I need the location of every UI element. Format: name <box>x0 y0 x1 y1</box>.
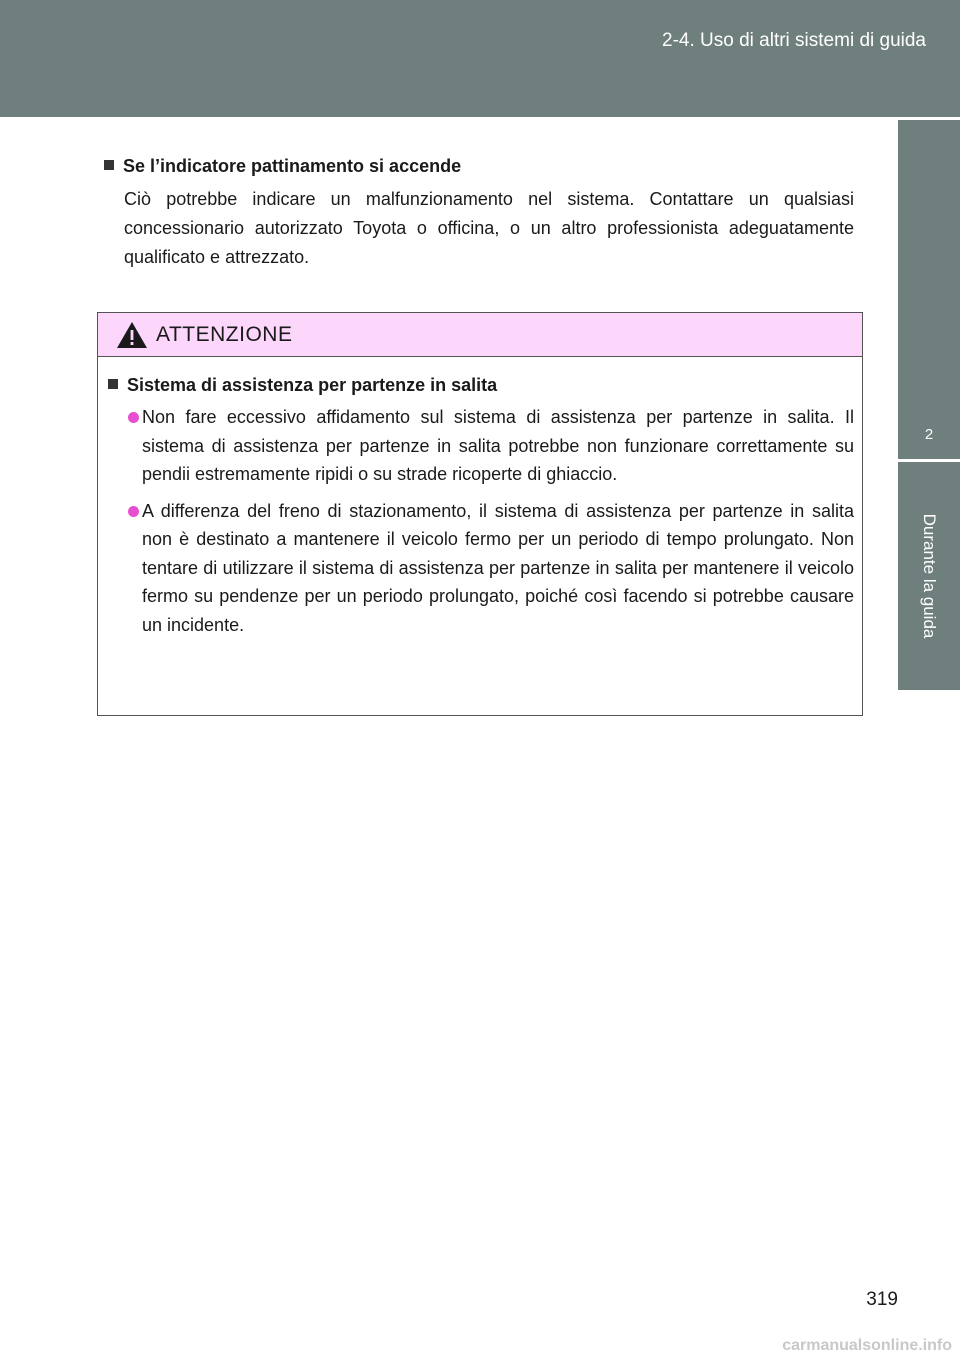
info-section <box>104 155 854 272</box>
caution-box <box>97 312 863 716</box>
page-header <box>0 0 960 117</box>
chapter-number: 2 <box>924 426 934 443</box>
caution-bullet <box>108 403 854 489</box>
caution-body <box>98 357 862 639</box>
caution-heading-text: Sistema di assistenza per partenze in salita <box>127 375 498 395</box>
section-heading <box>104 155 854 177</box>
header-title: 2-4. Uso di altri sistemi di guida <box>662 30 926 51</box>
caution-header <box>98 313 862 357</box>
section-body: Ciò potrebbe indicare un malfunzionamento nel sistema. Contattare un qualsiasi concessionario autorizzato Toyota o officina, o un altro professionista adeguatamente qualificato e attrezzato. <box>124 189 854 267</box>
caution-heading <box>108 374 854 396</box>
caution-title: ATTENZIONE <box>156 323 293 346</box>
caution-bullet-text: Non fare eccessivo affidamento sul sistema di assistenza per partenze in salita. Il sistema di assistenza per partenze in salita potrebbe non funzionare correttamente su pendii estremamente ripidi o su strade ricoperte di ghiaccio. <box>142 407 854 484</box>
chapter-tab <box>898 117 960 459</box>
chapter-label-tab <box>898 459 960 690</box>
chapter-label: Durante la guida <box>920 513 939 639</box>
square-bullet-icon <box>104 160 114 170</box>
page-number: 319 <box>866 1289 898 1310</box>
square-bullet-icon <box>108 379 118 389</box>
watermark: carmanualsonline.info <box>782 1337 952 1354</box>
warning-icon <box>116 321 148 349</box>
bullet-dot-icon <box>128 412 139 423</box>
caution-bullet <box>108 497 854 640</box>
caution-bullet-text: A differenza del freno di stazionamento, il sistema di assistenza per partenze in salita non è destinato a mantenere il veicolo fermo per un periodo di tempo prolungato. Non tentare di utilizzare il sistema di assistenza per partenze in salita per mantenere il veicolo fermo su pendenze per un periodo prolungato, poiché così facendo si potrebbe causare un incidente. <box>142 500 854 635</box>
section-heading-text: Se l’indicatore pattinamento si accende <box>123 156 462 176</box>
bullet-dot-icon <box>128 506 139 517</box>
